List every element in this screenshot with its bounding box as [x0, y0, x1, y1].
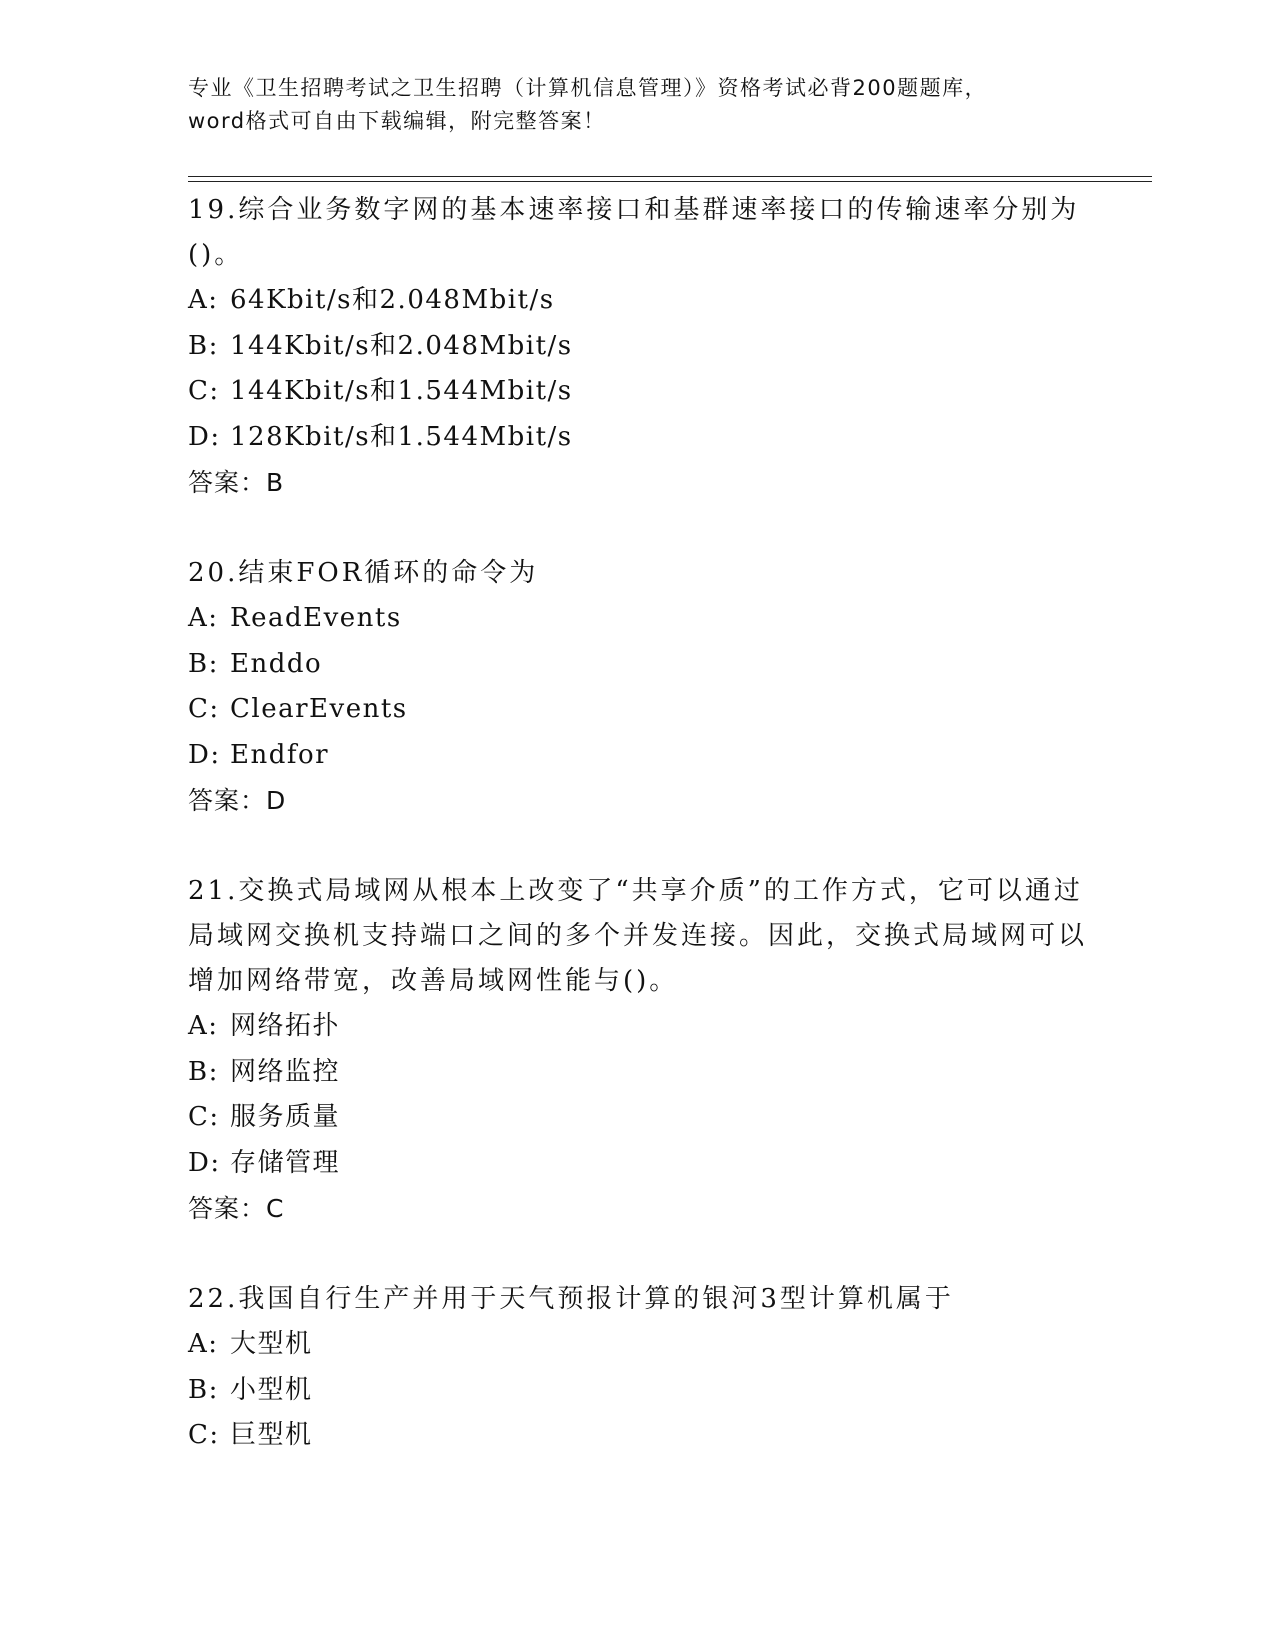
question-list [188, 188, 1088, 1505]
option-letter: B: [188, 648, 219, 679]
option-letter: B: [188, 330, 219, 361]
option-letter: A: [188, 603, 219, 633]
option-b [188, 642, 1088, 688]
question-19 [188, 188, 1088, 505]
question-text: 21.交换式局域网从根本上改变了“共享介质”的工作方式，它可以通过局域网交换机支持端口之间的多个并发连接。因此，交换式局域网可以增加网络带宽，改善局域网性能与()。 [188, 876, 1088, 996]
question-text: 22.我国自行生产并用于天气预报计算的银河3型计算机属于 [188, 1284, 954, 1314]
option-text: ClearEvents [230, 694, 408, 724]
option-letter: C: [188, 1420, 220, 1450]
option-text: 128Kbit/s和1.544Mbit/s [230, 421, 573, 452]
option-text: 网络拓扑 [230, 1011, 341, 1041]
option-letter: D: [188, 1147, 221, 1178]
option-b [188, 324, 1088, 370]
option-text: 服务质量 [230, 1102, 341, 1132]
option-a [188, 278, 1088, 324]
option-b [188, 1368, 1088, 1414]
option-text: 存储管理 [230, 1147, 341, 1178]
question-text: 19.综合业务数字网的基本速率接口和基群速率接口的传输速率分别为()。 [188, 195, 1080, 270]
option-d [188, 1141, 1088, 1187]
option-letter: A: [188, 285, 219, 315]
header-line-1: 专业《卫生招聘考试之卫生招聘（计算机信息管理）》资格考试必背200题题库， [188, 76, 988, 100]
question-21 [188, 869, 1088, 1231]
option-text: 小型机 [230, 1374, 313, 1405]
question-22 [188, 1277, 1088, 1459]
option-letter: B: [188, 1056, 219, 1087]
option-letter: A: [188, 1329, 219, 1359]
option-letter: B: [188, 1374, 219, 1405]
option-text: 巨型机 [230, 1420, 313, 1450]
question-20 [188, 551, 1088, 823]
option-a [188, 1322, 1088, 1368]
answer: 答案：D [188, 786, 287, 815]
document-header [188, 72, 1088, 138]
option-text: ReadEvents [230, 603, 402, 633]
answer: 答案：B [188, 468, 285, 497]
option-c [188, 687, 1088, 733]
option-text: Endfor [230, 739, 330, 770]
option-letter: C: [188, 694, 220, 724]
option-letter: C: [188, 376, 220, 406]
option-text: 144Kbit/s和1.544Mbit/s [230, 376, 573, 406]
option-letter: A: [188, 1011, 219, 1041]
option-a [188, 596, 1088, 642]
option-letter: D: [188, 421, 221, 452]
option-a [188, 1004, 1088, 1050]
option-c [188, 1413, 1088, 1459]
option-text: Enddo [230, 648, 323, 679]
option-letter: C: [188, 1102, 220, 1132]
header-divider-bottom [188, 181, 1152, 182]
question-text: 20.结束FOR循环的命令为 [188, 558, 539, 588]
option-c [188, 1095, 1088, 1141]
header-line-2: word格式可自由下载编辑，附完整答案！ [188, 109, 606, 133]
option-c [188, 369, 1088, 415]
option-text: 64Kbit/s和2.048Mbit/s [230, 285, 555, 315]
header-divider-top [188, 176, 1152, 177]
option-letter: D: [188, 739, 221, 770]
option-b [188, 1050, 1088, 1096]
option-text: 网络监控 [230, 1056, 341, 1087]
answer: 答案：C [188, 1194, 285, 1223]
option-text: 大型机 [230, 1329, 313, 1359]
option-d [188, 733, 1088, 779]
option-d [188, 415, 1088, 461]
option-text: 144Kbit/s和2.048Mbit/s [230, 330, 573, 361]
